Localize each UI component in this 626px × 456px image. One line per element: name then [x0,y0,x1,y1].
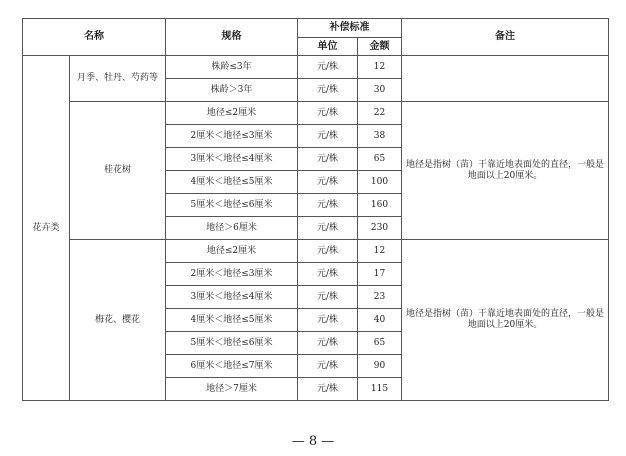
header-amount: 金额 [358,38,402,56]
amount-cell: 38 [358,125,402,148]
spec-cell: 地径≤2厘米 [166,240,298,263]
spec-cell: 地径＞6厘米 [166,217,298,240]
compensation-table [22,18,609,401]
unit-cell: 元/株 [298,148,358,171]
header-name: 名称 [23,19,166,56]
unit-cell: 元/株 [298,102,358,125]
group-name: 桂花树 [70,102,166,240]
amount-cell: 65 [358,332,402,355]
unit-cell: 元/株 [298,263,358,286]
table-row [23,102,609,125]
amount-cell: 12 [358,240,402,263]
amount-cell: 12 [358,56,402,79]
spec-cell: 2厘米＜地径≤3厘米 [166,263,298,286]
unit-cell: 元/株 [298,309,358,332]
unit-cell: 元/株 [298,378,358,401]
unit-cell: 元/株 [298,171,358,194]
header-standard: 补偿标准 [298,19,402,38]
amount-cell: 230 [358,217,402,240]
amount-cell: 115 [358,378,402,401]
unit-cell: 元/株 [298,125,358,148]
remark-cell [402,56,609,102]
header-unit: 单位 [298,38,358,56]
amount-cell: 65 [358,148,402,171]
unit-cell: 元/株 [298,332,358,355]
unit-cell: 元/株 [298,56,358,79]
page-number: — 8 — [291,434,335,449]
header-spec: 规格 [166,19,298,56]
remark-cell: 地径是指树（苗）干靠近地表面处的直径，一般是地面以上20厘米。 [402,240,609,401]
remark-cell: 地径是指树（苗）干靠近地表面处的直径，一般是地面以上20厘米。 [402,102,609,240]
spec-cell: 2厘米＜地径≤3厘米 [166,125,298,148]
spec-cell: 株龄≤3年 [166,56,298,79]
amount-cell: 22 [358,102,402,125]
amount-cell: 30 [358,79,402,102]
unit-cell: 元/株 [298,217,358,240]
unit-cell: 元/株 [298,79,358,102]
spec-cell: 地径＞7厘米 [166,378,298,401]
spec-cell: 4厘米＜地径≤5厘米 [166,309,298,332]
category-cell: 花卉类 [23,56,70,401]
amount-cell: 100 [358,171,402,194]
unit-cell: 元/株 [298,355,358,378]
spec-cell: 株龄＞3年 [166,79,298,102]
group-name: 梅花、樱花 [70,240,166,401]
group-name: 月季、牡丹、芍药等 [70,56,166,102]
unit-cell: 元/株 [298,240,358,263]
spec-cell: 5厘米＜地径≤6厘米 [166,332,298,355]
amount-cell: 23 [358,286,402,309]
unit-cell: 元/株 [298,286,358,309]
spec-cell: 6厘米＜地径≤7厘米 [166,355,298,378]
amount-cell: 90 [358,355,402,378]
table-row [23,240,609,263]
table-row [23,56,609,79]
spec-cell: 4厘米＜地径≤5厘米 [166,171,298,194]
amount-cell: 40 [358,309,402,332]
unit-cell: 元/株 [298,194,358,217]
amount-cell: 160 [358,194,402,217]
spec-cell: 地径≤2厘米 [166,102,298,125]
spec-cell: 3厘米＜地径≤4厘米 [166,148,298,171]
header-remark: 备注 [402,19,609,56]
amount-cell: 17 [358,263,402,286]
spec-cell: 5厘米＜地径≤6厘米 [166,194,298,217]
spec-cell: 3厘米＜地径≤4厘米 [166,286,298,309]
